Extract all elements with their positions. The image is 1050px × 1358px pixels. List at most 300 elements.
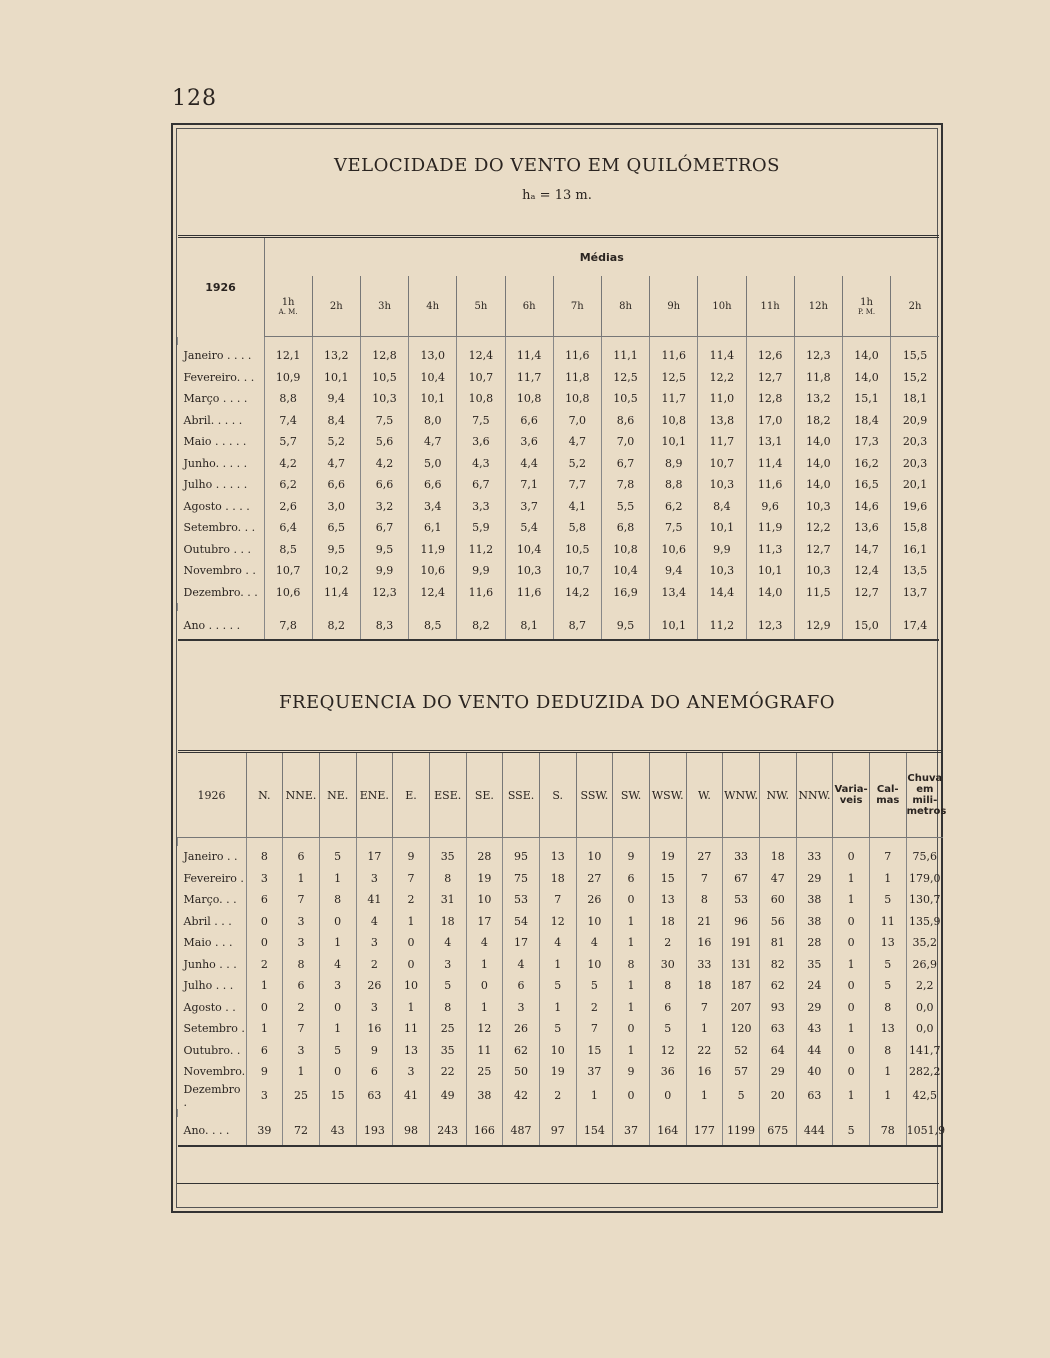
table-cell: 16,2 xyxy=(842,453,890,475)
table-cell: 8 xyxy=(869,1040,906,1062)
table-cell: 1 xyxy=(393,997,430,1019)
table-cell: 28 xyxy=(796,932,833,954)
spacer-cell xyxy=(246,1109,283,1117)
table-cell: 11 xyxy=(869,911,906,933)
table-cell: 16,9 xyxy=(601,582,649,604)
spacer-cell xyxy=(393,1109,430,1117)
spacer-cell xyxy=(319,1109,356,1117)
table-cell: 8 xyxy=(613,954,650,976)
table-cell: 10 xyxy=(576,846,613,868)
table-cell: 10 xyxy=(393,975,430,997)
spacer-cell xyxy=(393,838,430,847)
table-row xyxy=(178,474,940,496)
table-cell: 93 xyxy=(759,997,796,1019)
table-cell: 20,1 xyxy=(891,474,939,496)
spacer-row xyxy=(178,1109,944,1117)
table-cell: 4 xyxy=(319,954,356,976)
hour-header xyxy=(698,276,746,337)
table-cell: 4,1 xyxy=(553,496,601,518)
table-row xyxy=(178,517,940,539)
table-cell: 3,2 xyxy=(360,496,408,518)
spacer-cell xyxy=(312,603,360,611)
table-cell: 1 xyxy=(576,1083,613,1109)
spacer-cell xyxy=(505,337,553,346)
frequencia-table xyxy=(177,750,947,1147)
row-label: Dezembro . xyxy=(183,1082,241,1109)
spacer-cell xyxy=(466,838,503,847)
table-cell: 18 xyxy=(759,846,796,868)
hour-label: 8h xyxy=(619,300,632,312)
table-cell: 10,8 xyxy=(601,539,649,561)
table-cell: 8,0 xyxy=(409,410,457,432)
medias-header: Médias xyxy=(264,237,939,277)
table-cell: 62 xyxy=(503,1040,540,1062)
table-cell: 31 xyxy=(429,889,466,911)
table-cell: 2 xyxy=(576,997,613,1019)
table-cell: 12,5 xyxy=(650,367,698,389)
table-row xyxy=(178,582,940,604)
table-cell: 11,4 xyxy=(312,582,360,604)
table-cell: 5 xyxy=(539,1018,576,1040)
row-label: Julho . . . xyxy=(183,979,234,993)
spacer-cell xyxy=(457,603,505,611)
table-cell: 26 xyxy=(503,1018,540,1040)
table-cell: 675 xyxy=(759,1117,796,1146)
row-label: Janeiro . . xyxy=(183,850,238,864)
table-cell: 2 xyxy=(356,954,393,976)
table-cell: 1 xyxy=(833,868,870,890)
hour-label: 1h xyxy=(860,296,873,308)
hour-header xyxy=(360,276,408,337)
hour-period: A. M. xyxy=(278,307,298,316)
table-cell: 1 xyxy=(319,1018,356,1040)
hour-header xyxy=(553,276,601,337)
direction-header: NNE. xyxy=(283,752,320,838)
table-cell: 0 xyxy=(319,997,356,1019)
table-cell: 5,8 xyxy=(553,517,601,539)
spacer-cell xyxy=(553,337,601,346)
velocidade-subtitle: hₐ = 13 m. xyxy=(522,188,592,203)
table-cell: 12,1 xyxy=(264,345,312,367)
table-cell: 6 xyxy=(246,1040,283,1062)
spacer-cell xyxy=(746,603,794,611)
table-cell: 6,7 xyxy=(457,474,505,496)
spacer-cell xyxy=(178,1109,247,1117)
table-cell: 36 xyxy=(649,1061,686,1083)
table-cell: 0 xyxy=(246,997,283,1019)
table-cell: 12,4 xyxy=(457,345,505,367)
table-cell: 1 xyxy=(246,1018,283,1040)
table-cell: 17 xyxy=(503,932,540,954)
table-cell: 2 xyxy=(649,932,686,954)
table-cell: 12,7 xyxy=(746,367,794,389)
spacer-cell xyxy=(746,337,794,346)
table-cell: 2,6 xyxy=(264,496,312,518)
table-cell: 37 xyxy=(613,1117,650,1146)
table-cell: 15 xyxy=(649,868,686,890)
table-cell: 19 xyxy=(466,868,503,890)
table-cell: 13 xyxy=(539,846,576,868)
table-cell: 14,0 xyxy=(794,453,842,475)
table-cell: 15,2 xyxy=(891,367,939,389)
row-label: Maio . . . xyxy=(183,936,233,950)
table-cell: 7,0 xyxy=(601,431,649,453)
table-cell: 14,0 xyxy=(842,367,890,389)
spacer-cell xyxy=(869,838,906,847)
table-row xyxy=(178,1083,944,1109)
table-row xyxy=(178,410,940,432)
table-cell: 2 xyxy=(246,954,283,976)
spacer-cell xyxy=(178,337,265,346)
table-cell: 2,2 xyxy=(906,975,943,997)
spacer-cell xyxy=(576,1109,613,1117)
table-cell: 7 xyxy=(686,997,723,1019)
table-cell: 7 xyxy=(283,889,320,911)
table-cell: 9,4 xyxy=(312,388,360,410)
table-cell: 5 xyxy=(869,954,906,976)
table-row xyxy=(178,932,944,954)
table-cell: 6 xyxy=(356,1061,393,1083)
table-cell: 10,8 xyxy=(650,410,698,432)
spacer-cell xyxy=(283,838,320,847)
spacer-cell xyxy=(505,603,553,611)
table-cell: 12,8 xyxy=(746,388,794,410)
table-cell: 8,5 xyxy=(264,539,312,561)
table-cell: 10,5 xyxy=(360,367,408,389)
table-cell: 9,5 xyxy=(312,539,360,561)
table-cell: 1 xyxy=(686,1018,723,1040)
table-cell: 9,6 xyxy=(746,496,794,518)
table-cell: 10 xyxy=(466,889,503,911)
table-cell: 12,3 xyxy=(794,345,842,367)
spacer-cell xyxy=(649,838,686,847)
direction-header: ENE. xyxy=(356,752,393,838)
table-cell: 5 xyxy=(319,1040,356,1062)
row-label: Março. . . xyxy=(183,893,237,907)
table-cell: 17,4 xyxy=(891,611,939,640)
table-cell: 11,9 xyxy=(409,539,457,561)
table-row xyxy=(178,846,944,868)
table-cell: 5,2 xyxy=(553,453,601,475)
hour-header xyxy=(457,276,505,337)
table-cell: 1 xyxy=(283,1061,320,1083)
table-cell: 7,5 xyxy=(360,410,408,432)
table-cell: 8 xyxy=(429,997,466,1019)
table-cell: 1 xyxy=(539,954,576,976)
table-cell: 18 xyxy=(539,868,576,890)
table-cell: 37 xyxy=(576,1061,613,1083)
table-cell: 8,9 xyxy=(650,453,698,475)
table-cell: 9 xyxy=(356,1040,393,1062)
table-cell: 131 xyxy=(723,954,760,976)
table-cell: 17 xyxy=(356,846,393,868)
table-cell: 11,7 xyxy=(698,431,746,453)
table-row xyxy=(178,496,940,518)
table-cell: 9,9 xyxy=(457,560,505,582)
variaveis-header-line: veis xyxy=(839,795,863,806)
table-cell: 50 xyxy=(503,1061,540,1083)
table-cell: 0 xyxy=(246,932,283,954)
direction-header: S. xyxy=(539,752,576,838)
table-cell: 11,7 xyxy=(505,367,553,389)
spacer-row xyxy=(178,838,944,847)
spacer-row xyxy=(178,603,940,611)
table-cell: 1 xyxy=(869,868,906,890)
table-cell: 18 xyxy=(429,911,466,933)
direction-header: NW. xyxy=(759,752,796,838)
row-label: Janeiro . . . . xyxy=(183,349,252,363)
table-cell: 0 xyxy=(833,932,870,954)
table-cell: 10,6 xyxy=(650,539,698,561)
table-cell: 10,1 xyxy=(650,611,698,640)
table-cell: 2 xyxy=(283,997,320,1019)
table-cell: 1 xyxy=(319,932,356,954)
row-label: Agosto . . . . xyxy=(183,499,250,513)
table-cell: 6,1 xyxy=(409,517,457,539)
spacer-cell xyxy=(686,838,723,847)
spacer-cell xyxy=(698,337,746,346)
table-cell: 7 xyxy=(539,889,576,911)
table-cell: 1 xyxy=(283,868,320,890)
table-cell: 0 xyxy=(833,846,870,868)
table-cell: 3 xyxy=(356,997,393,1019)
table-cell: 63 xyxy=(356,1083,393,1109)
spacer-cell xyxy=(178,603,265,611)
table-cell: 4 xyxy=(576,932,613,954)
table-cell: 4,3 xyxy=(457,453,505,475)
table-row xyxy=(178,975,944,997)
table-cell: 96 xyxy=(723,911,760,933)
table-cell: 2 xyxy=(539,1083,576,1109)
table-cell: 5 xyxy=(539,975,576,997)
hour-label: 2h xyxy=(329,300,343,312)
table-cell: 9 xyxy=(613,1061,650,1083)
table-cell: 8,1 xyxy=(505,611,553,640)
table-cell: 11 xyxy=(393,1018,430,1040)
table-cell: 3 xyxy=(503,997,540,1019)
table-cell: 25 xyxy=(283,1083,320,1109)
table-cell: 10,5 xyxy=(601,388,649,410)
table-cell: 7 xyxy=(393,868,430,890)
spacer-cell xyxy=(723,838,760,847)
table-cell: 1 xyxy=(613,1040,650,1062)
table-cell: 10,7 xyxy=(553,560,601,582)
table-cell: 19 xyxy=(649,846,686,868)
table-cell: 18,1 xyxy=(891,388,939,410)
table-cell: 11,1 xyxy=(601,345,649,367)
table-cell: 33 xyxy=(723,846,760,868)
spacer-cell xyxy=(409,603,457,611)
table-cell: 6,4 xyxy=(264,517,312,539)
hour-header xyxy=(794,276,842,337)
table-cell: 27 xyxy=(686,846,723,868)
table-cell: 11,3 xyxy=(746,539,794,561)
table-cell: 41 xyxy=(356,889,393,911)
table-cell: 38 xyxy=(796,911,833,933)
table-cell: 11,9 xyxy=(746,517,794,539)
table-row xyxy=(178,345,940,367)
table-cell: 13 xyxy=(649,889,686,911)
table-cell: 30 xyxy=(649,954,686,976)
table-cell: 0 xyxy=(833,911,870,933)
hour-label: 10h xyxy=(712,300,732,312)
table-cell: 12,4 xyxy=(409,582,457,604)
table-cell: 5,7 xyxy=(264,431,312,453)
table-cell: 13,5 xyxy=(891,560,939,582)
table-cell: 13,0 xyxy=(409,345,457,367)
table-cell: 1 xyxy=(686,1083,723,1109)
row-label: Ano . . . . . xyxy=(183,618,241,632)
table-cell: 7,1 xyxy=(505,474,553,496)
table-cell: 4,2 xyxy=(264,453,312,475)
table-cell: 5,6 xyxy=(360,431,408,453)
table-cell: 0,0 xyxy=(906,1018,943,1040)
table-row xyxy=(178,1018,944,1040)
table-cell: 0 xyxy=(833,997,870,1019)
table-cell: 56 xyxy=(759,911,796,933)
table-row xyxy=(178,997,944,1019)
table-cell: 53 xyxy=(723,889,760,911)
spacer-cell xyxy=(264,603,312,611)
table-cell: 11,6 xyxy=(457,582,505,604)
table-cell: 179,0 xyxy=(906,868,943,890)
table-cell: 6,6 xyxy=(505,410,553,432)
direction-header: SSW. xyxy=(576,752,613,838)
direction-header: SSE. xyxy=(503,752,540,838)
spacer-cell xyxy=(553,603,601,611)
spacer-cell xyxy=(723,1109,760,1117)
spacer-cell xyxy=(457,337,505,346)
table-cell: 15,0 xyxy=(842,611,890,640)
table-cell: 8,3 xyxy=(360,611,408,640)
table-cell: 11,6 xyxy=(553,345,601,367)
table-cell: 41 xyxy=(393,1083,430,1109)
table-cell: 15,8 xyxy=(891,517,939,539)
table-cell: 12,5 xyxy=(601,367,649,389)
table-cell: 5 xyxy=(723,1083,760,1109)
table-cell: 38 xyxy=(796,889,833,911)
table-cell: 1 xyxy=(613,997,650,1019)
table-cell: 11,2 xyxy=(457,539,505,561)
table-cell: 4,7 xyxy=(409,431,457,453)
table-cell: 63 xyxy=(759,1018,796,1040)
table-cell: 5 xyxy=(576,975,613,997)
table-row xyxy=(178,611,940,640)
table-cell: 52 xyxy=(723,1040,760,1062)
table-cell: 0 xyxy=(613,1018,650,1040)
hour-label: 11h xyxy=(760,300,780,312)
table-cell: 0 xyxy=(649,1083,686,1109)
table-cell: 12 xyxy=(466,1018,503,1040)
spacer-cell xyxy=(539,1109,576,1117)
spacer-cell xyxy=(409,337,457,346)
table-cell: 25 xyxy=(466,1061,503,1083)
table-cell: 164 xyxy=(649,1117,686,1146)
table-cell: 29 xyxy=(796,997,833,1019)
table-cell: 10,7 xyxy=(264,560,312,582)
table-cell: 11,0 xyxy=(698,388,746,410)
table-cell: 29 xyxy=(796,868,833,890)
table-cell: 0 xyxy=(393,932,430,954)
table-cell: 11,6 xyxy=(746,474,794,496)
spacer-cell xyxy=(429,838,466,847)
table-cell: 8,8 xyxy=(264,388,312,410)
table-cell: 7 xyxy=(576,1018,613,1040)
table-cell: 42 xyxy=(503,1083,540,1109)
table-cell: 12,9 xyxy=(794,611,842,640)
table-cell: 13,8 xyxy=(698,410,746,432)
table-cell: 16,5 xyxy=(842,474,890,496)
table-cell: 10,1 xyxy=(746,560,794,582)
table-cell: 16 xyxy=(356,1018,393,1040)
table-cell: 21 xyxy=(686,911,723,933)
hour-label: 9h xyxy=(667,300,681,312)
table-cell: 9 xyxy=(393,846,430,868)
table-row xyxy=(178,954,944,976)
table-cell: 5,4 xyxy=(505,517,553,539)
table-cell: 487 xyxy=(503,1117,540,1146)
row-label: Setembro. . . xyxy=(183,521,256,535)
table-cell: 6 xyxy=(246,889,283,911)
table-cell: 12 xyxy=(649,1040,686,1062)
table-cell: 4 xyxy=(539,932,576,954)
table-cell: 8,5 xyxy=(409,611,457,640)
table-cell: 42,5 xyxy=(906,1083,943,1109)
table-cell: 19,6 xyxy=(891,496,939,518)
table-cell: 29 xyxy=(759,1061,796,1083)
spacer-cell xyxy=(429,1109,466,1117)
hour-period: P. M. xyxy=(857,307,876,316)
row-label: Junho. . . . . xyxy=(183,456,248,470)
chuva-header-line: mili- xyxy=(912,795,938,806)
table-cell: 4,7 xyxy=(312,453,360,475)
table-cell: 10,5 xyxy=(553,539,601,561)
table-cell: 135,9 xyxy=(906,911,943,933)
table-row xyxy=(178,431,940,453)
direction-header: NNW. xyxy=(796,752,833,838)
spacer-cell xyxy=(842,603,890,611)
hour-header xyxy=(650,276,698,337)
spacer-cell xyxy=(360,603,408,611)
spacer-cell xyxy=(833,1109,870,1117)
table-cell: 282,2 xyxy=(906,1061,943,1083)
direction-header: E. xyxy=(393,752,430,838)
table-cell: 5,0 xyxy=(409,453,457,475)
table-cell: 0 xyxy=(833,975,870,997)
table-cell: 11,7 xyxy=(650,388,698,410)
table-cell: 16,1 xyxy=(891,539,939,561)
table-cell: 7,5 xyxy=(457,410,505,432)
table-cell: 1 xyxy=(466,954,503,976)
table-cell: 14,0 xyxy=(842,345,890,367)
table-cell: 12,8 xyxy=(360,345,408,367)
table-cell: 7,7 xyxy=(553,474,601,496)
table-cell: 24 xyxy=(796,975,833,997)
table-cell: 3 xyxy=(319,975,356,997)
spacer-cell xyxy=(613,838,650,847)
spacer-cell xyxy=(356,1109,393,1117)
table-cell: 10,3 xyxy=(794,560,842,582)
table-cell: 3 xyxy=(429,954,466,976)
table-cell: 57 xyxy=(723,1061,760,1083)
table-row xyxy=(178,539,940,561)
table-cell: 12,7 xyxy=(842,582,890,604)
table-cell: 43 xyxy=(319,1117,356,1146)
table-cell: 12,4 xyxy=(842,560,890,582)
table-cell: 14,0 xyxy=(794,431,842,453)
table-cell: 15,1 xyxy=(842,388,890,410)
table-cell: 3 xyxy=(356,868,393,890)
